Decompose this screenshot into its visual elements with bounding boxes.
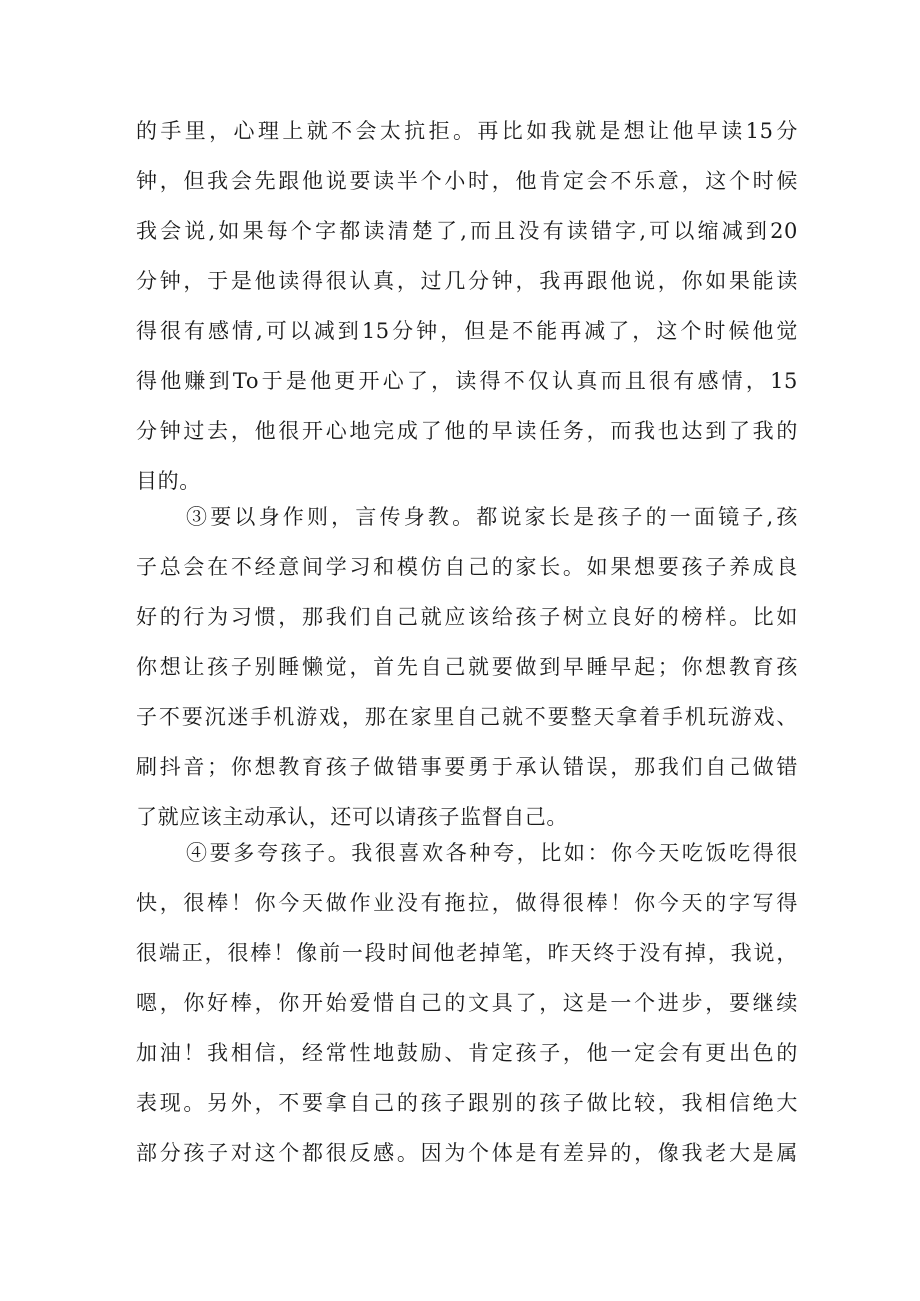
text-line: 了就应该主动承认，还可以请孩子监督自己。 xyxy=(136,805,568,829)
text-line: 表现。另外，不要拿自己的孩子跟别的孩子做比较，我相信绝大 xyxy=(136,1091,798,1115)
text-line: ③要以身作则，言传身教。都说家长是孩子的一面镜子,孩 xyxy=(186,505,798,529)
text-line: 我会说,如果每个字都读清楚了,而且没有读错字,可以缩减到20 xyxy=(136,219,798,243)
text-line: 目的。 xyxy=(136,469,201,493)
text-line: 得他赚到To于是他更开心了，读得不仅认真而且很有感情，15 xyxy=(136,369,798,393)
text-line: 好的行为习惯，那我们自己就应该给孩子树立良好的榜样。比如 xyxy=(136,605,798,629)
text-line: 部分孩子对这个都很反感。因为个体是有差异的，像我老大是属 xyxy=(136,1141,798,1165)
text-line: ④要多夸孩子。我很喜欢各种夸，比如：你今天吃饭吃得很 xyxy=(186,841,798,865)
paragraph-3 xyxy=(136,828,798,1178)
text-line: 的手里，心理上就不会太抗拒。再比如我就是想让他早读15分 xyxy=(136,119,798,143)
text-line: 嗯，你好棒，你开始爱惜自己的文具了，这是一个进步，要继续 xyxy=(136,991,798,1015)
text-line: 钟，但我会先跟他说要读半个小时，他肯定会不乐意，这个时候 xyxy=(136,169,798,193)
text-line: 子不要沉迷手机游戏，那在家里自己就不要整天拿着手机玩游戏、 xyxy=(136,705,798,729)
paragraph-2 xyxy=(136,492,798,842)
paragraph-1 xyxy=(136,106,798,506)
text-line: 分钟过去，他很开心地完成了他的早读任务，而我也达到了我的 xyxy=(136,419,798,443)
text-line: 得很有感情,可以减到15分钟，但是不能再减了，这个时候他觉 xyxy=(136,319,798,343)
text-line: 子总会在不经意间学习和模仿自己的家长。如果想要孩子养成良 xyxy=(136,555,798,579)
text-line: 分钟，于是他读得很认真，过几分钟，我再跟他说，你如果能读 xyxy=(136,269,798,293)
text-line: 加油！我相信，经常性地鼓励、肯定孩子，他一定会有更出色的 xyxy=(136,1041,798,1065)
text-line: 刷抖音；你想教育孩子做错事要勇于承认错误，那我们自己做错 xyxy=(136,755,798,779)
text-line: 你想让孩子别睡懒觉，首先自己就要做到早睡早起；你想教育孩 xyxy=(136,655,798,679)
text-line: 很端正，很棒！像前一段时间他老掉笔，昨天终于没有掉，我说， xyxy=(136,941,798,965)
text-line: 快，很棒！你今天做作业没有拖拉，做得很棒！你今天的字写得 xyxy=(136,891,798,915)
